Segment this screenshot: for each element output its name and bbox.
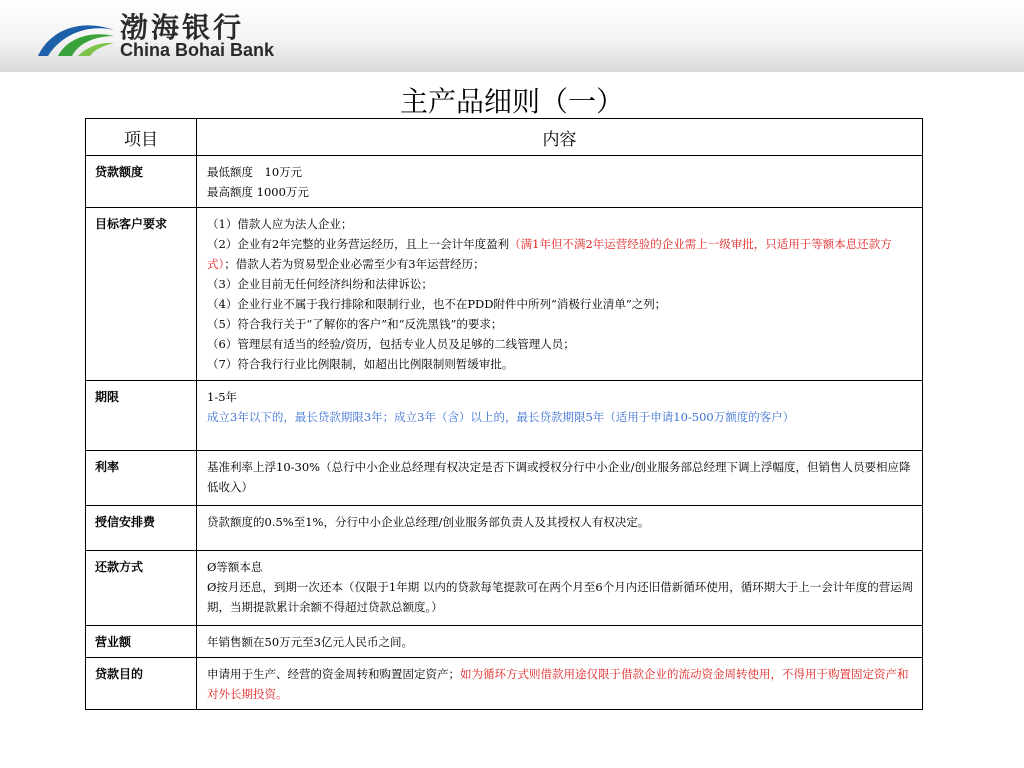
row-content <box>197 208 923 381</box>
row-label: 期限 <box>86 381 197 451</box>
requirement-7: （7）符合我行行业比例限制，如超出比例限制则暂缓审批。 <box>207 357 514 371</box>
table-row-fee <box>86 506 923 551</box>
min-amount-text: 最低额度 10万元 <box>207 165 303 179</box>
table-row-purpose <box>86 658 923 710</box>
logo-english-name: China Bohai Bank <box>120 40 275 60</box>
row-label: 贷款目的 <box>86 658 197 710</box>
slide-header <box>0 0 1024 72</box>
product-detail-table <box>85 118 923 710</box>
column-header-item: 项目 <box>86 119 197 156</box>
term-rule-text: 成立3年以下的，最长贷款期限3年；成立3年（含）以上的，最长贷款期限5年（适用于申请10-500万额度的客户） <box>207 410 795 424</box>
requirement-1: （1）借款人应为法人企业； <box>207 217 353 231</box>
requirement-3: （3）企业目前无任何经济纠纷和法律诉讼； <box>207 277 433 291</box>
row-content: 年销售额在50万元至3亿元人民币之间。 <box>197 626 923 658</box>
table-row-term <box>86 381 923 451</box>
purpose-restriction-text: 如为循环方式则借款用途仅限于借款企业的流动资金周转使用，不得用于购置固定资产和对外长期投资。 <box>207 667 909 701</box>
row-label: 贷款额度 <box>86 156 197 208</box>
requirement-6: （6）管理层有适当的经验/资历，包括专业人员及足够的二线管理人员； <box>207 337 575 351</box>
row-label: 目标客户要求 <box>86 208 197 381</box>
row-content <box>197 658 923 710</box>
table-row-repay <box>86 551 923 626</box>
row-content <box>197 156 923 208</box>
repay-option-2: Ø按月还息，到期一次还本（仅限于1年期 以内的贷款每笔提款可在两个月至6个月内还旧借新循环使用，循环期大于上一会计年度的营运周期，当期提款累计余额不得超过贷款总额度。） <box>207 580 914 614</box>
table-row-amount <box>86 156 923 208</box>
table-row-rate <box>86 451 923 506</box>
max-amount-text: 最高额度 1000万元 <box>207 185 309 199</box>
table-row-customer <box>86 208 923 381</box>
row-content: 贷款额度的0.5%至1%，分行中小企业总经理/创业服务部负责人及其授权人有权决定。 <box>197 506 923 551</box>
purpose-text: 申请用于生产、经营的资金周转和购置固定资产； <box>207 667 460 681</box>
row-content <box>197 551 923 626</box>
requirement-2-tail: ；借款人若为贸易型企业必需至少有3年运营经历； <box>224 257 485 271</box>
requirement-2-highlight: （满1年但不满2年运营经验的企业需上一级审批，只适用于等额本息还款方式） <box>207 237 892 271</box>
bohai-bank-wave-logo-icon <box>36 10 116 58</box>
table-row-sales <box>86 626 923 658</box>
requirement-4: （4）企业行业不属于我行排除和限制行业，也不在PDD附件中所列“消极行业清单”之列； <box>207 297 667 311</box>
logo-chinese-name: 渤海银行 <box>120 11 245 44</box>
row-label: 授信安排费 <box>86 506 197 551</box>
row-label: 营业额 <box>86 626 197 658</box>
repay-option-1: Ø等额本息 <box>207 560 263 574</box>
term-range-text: 1-5年 <box>207 390 238 404</box>
row-content: 基准利率上浮10-30%（总行中小企业总经理有权决定是否下调或授权分行中小企业/创业服务部总经理下调上浮幅度，但销售人员要相应降低收入） <box>197 451 923 506</box>
requirement-2 <box>207 234 914 274</box>
row-label: 利率 <box>86 451 197 506</box>
page-title: 主产品细则（一） <box>399 85 624 118</box>
table-header-row <box>86 119 923 156</box>
column-header-content: 内容 <box>197 119 923 156</box>
row-label: 还款方式 <box>86 551 197 626</box>
row-content <box>197 381 923 451</box>
requirement-2-text: （2）企业有2年完整的业务营运经历，且上一会计年度盈利 <box>207 237 510 251</box>
requirement-5: （5）符合我行关于“了解你的客户”和“反洗黑钱”的要求； <box>207 317 503 331</box>
